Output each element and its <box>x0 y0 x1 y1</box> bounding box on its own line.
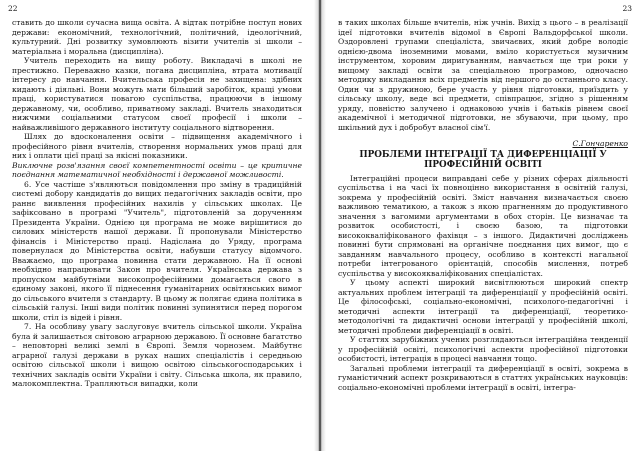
left-page-text <box>12 18 302 389</box>
paragraph: 6. Усе частіше з'являються повідомлення про зміну в традиційній системі добору кандидатів до вищих педагогічних закладів освіти, про раннє виявлення професійних нахилів у сільських школах. Це зафіксовано в програмі "Учитель", підготовленій за дорученням Президента України. Однією ця програма не може вирішитися до силових міністерств нашої держави. Її пропонували Міністерство фінансів і Міністерство праці. Надіслана до Уряду, програма повернулася до Міністерства освіти, набувши статусу відомчого. Вважаємо, що програма повинна стати державною. На її основі необхідно напрацювати Закон про вчителя. Українська держава з пропуском майбутніми високопрофесійними домагається свого в єдиному законі, якого її піднесення гуманітарних освітянських вимог до сільського вчителя з стандарту. В цьому ж полягає єдина політика в сільській галузі. Інші види політик повинні зупинятися перед порогом школи, стіл із відей і рівня. <box>12 179 302 322</box>
paragraph: Шлях до вдосконалення освіти – підвищення академічного і професійного рівня вчителів, створення нормальних умов праці для них і оплати цієї праці за якісні показники. <box>12 132 302 160</box>
article-title: ПРОБЛЕМИ ІНТЕГРАЦІЇ ТА ДИФЕРЕНЦІАЦІЇ У ПРОФЕСІЙНІЙ ОСВІТІ <box>359 149 607 170</box>
paragraph: 7. На особливу увагу заслуговує вчитель сільської школи. Україна була й залишається світовою аграрною державою. Її основне багатство – неповторні великі землі в Європі. Земля чорнозем. Майбутнє аграрної галузі держави в руках наших спеціалістів і середньою освітою сільської школи і вищою освітою сільськогосподарських і технічних закладів освіти України і світу. Сільська школа, як правило, малокомплектна. Трапляються випадки, коли <box>12 322 302 388</box>
right-page <box>322 0 640 451</box>
page-number-right: 23 <box>622 4 632 13</box>
paragraph: У цьому аспекті широкий висвітлюються широкий спектр актуальних проблем інтеграції та диференціації у професійній освіті. Це філософські, соціально-економічні, психолого-педагогічні і методичні аспекти інтеграції та диференціації, теоретико-методологічні та дидактичні основи інтеграції у професійній школі, методичні проблеми диференціації в освіті. <box>338 278 628 335</box>
left-page <box>0 0 318 451</box>
paragraph: Інтеграційні процеси виправдані себе у різних сферах діяльності суспільства і на часі їх повноцінно використання в освітній галузі, зокрема у професійній освіті. Зміст навчання визначається своєю важливою тематикою, а також з якою прагненням до продуктивного значення з вагомими аргументами в обох сторін. Це визначає та розвиток особистості, і своєю базою, та підготовки висококваліфікованого фахівця – з іншого. Дидактичні досліджень повинні бути спрямовані на органічне поєднання цих вимог, що є завданням навчального процесу, особливо в контексті нагальної потреби інтегрованого орієнтацій, способів мислення, потреб суспільства у високоякваліфікованих спеціалістах. <box>338 173 628 278</box>
page-number-left: 22 <box>8 4 18 13</box>
paragraph: Учитель переходить на вищу роботу. Викладачі в школі не престижно. Переважно казки, погана дисципліна, втрата мотивації інтересу до навчання. Вчительська професія не захищена: здібних кидають і діяльні. Вони можуть мати більший заробіток, кращі умови праці, користуватися повагою суспільства, працюючи в іншому державному, чи, особливо, приватному закладі. Вчитель знаходиться нижчими соціальними статусом своєї професії і школи – найважливішого державного інституту соціального відтворення. <box>12 56 302 132</box>
paragraph: ставить до школи сучасна вища освіта. А відтак потрібне поступ нових держави: економічний, технологічний, політичний, ідеологічний, культурний. Дні розвитку зумовлюють візити учителів зі школи – матеріальна і моральна (дисципліна). <box>12 18 302 56</box>
paragraph: У статтях зарубіжних учених розглядаються інтеграційна тенденції у професійній освіті, психологічні аспекти професійної підготовки особистості, інтеграція в процесі навчання тощо. <box>338 335 628 363</box>
paragraph: в таких школах більше вчителів, ніж учнів. Вихід з цього – в реалізації ідеї підготовки вчителів відомої в Європі Вальдорфської школи. Оздоровлені групами спеціаліста, звичаєвих, який добре володіє однією-двома іноземними мовами, вміло користується музичним інструментом, хоровим диригуванням, навчається ще три роки у вищому закладі освіти за спеціальною програмою, одночасно методику викладання всіх предметів від першого до останнього класу. Один чи з дружиною, бере участь у рівня підготовки, приїздить у сільську школу, веде всі предмети, співпрацює, згідно з рішенням уряду, повністю залучено і однаковою учнів і батьків рівнем своєї академічної і методичної підготовки, не збуваючи, при цьому, про шкільний дух і добробут власної сім'ї. <box>338 18 628 132</box>
right-page-text <box>338 18 628 392</box>
article-author: С.Гончаренко <box>572 139 628 148</box>
paragraph: Загальні проблеми інтеграції та диференціації в освіті, зокрема в гуманістичний аспект розкриваються в статтях українських науковців: соціально-економічні проблеми інтеграції в освіті, інтегра- <box>338 363 628 392</box>
paragraph-italic: Виключне розв'язання своєї компетентності освіти – це критичне поєднання математичної необхідності і державної можливості. <box>12 160 302 179</box>
